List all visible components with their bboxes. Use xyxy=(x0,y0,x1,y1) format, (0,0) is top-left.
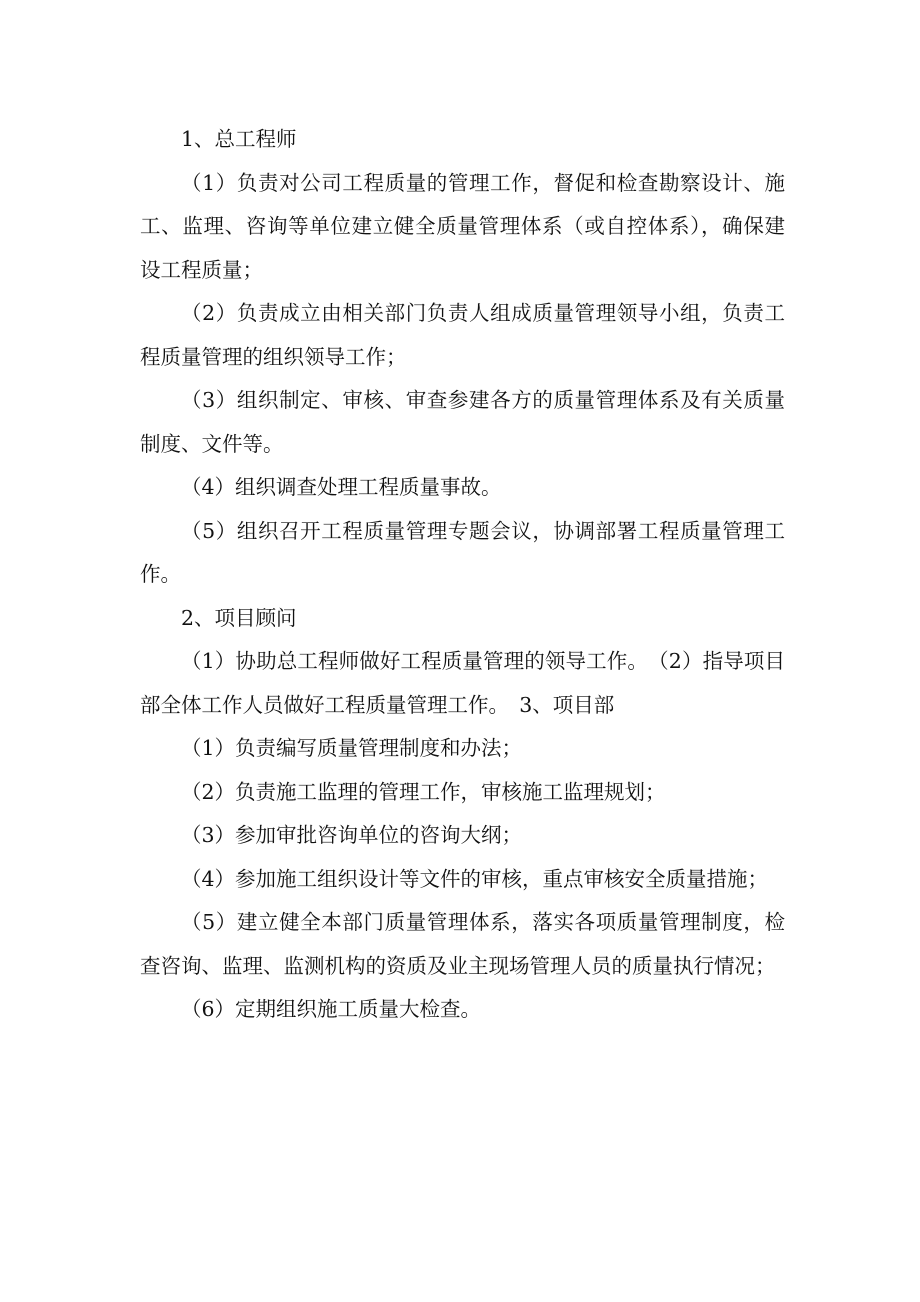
section-heading-chief-engineer: 1、总工程师 xyxy=(181,127,297,151)
section-heading-project-advisor: 2、项目顾问 xyxy=(181,605,297,630)
document-body xyxy=(140,118,785,1032)
paragraph: （3）参加审批咨询单位的咨询大纲； xyxy=(181,823,523,847)
paragraph: （3）组织制定、审核、审查参建各方的质量管理体系及有关质量制度、文件等。 xyxy=(140,388,785,456)
paragraph: （2）负责成立由相关部门负责人组成质量管理领导小组，负责工程质量管理的组织领导工作； xyxy=(140,301,785,369)
paragraph: （1）负责编写质量管理制度和办法； xyxy=(181,736,523,760)
paragraph: （2）负责施工监理的管理工作，审核施工监理规划； xyxy=(181,779,666,804)
paragraph: （5）组织召开工程质量管理专题会议，协调部署工程质量管理工作。 xyxy=(140,518,785,586)
paragraph: （6）定期组织施工质量大检查。 xyxy=(181,997,482,1021)
paragraph: （4）组织调查处理工程质量事故。 xyxy=(181,475,502,499)
paragraph: （4）参加施工组织设计等文件的审核，重点审核安全质量措施； xyxy=(181,866,769,891)
paragraph: （1）协助总工程师做好工程质量管理的领导工作。 （2）指导项目部全体工作人员做好工程质量管理工作。 3、项目部 xyxy=(140,649,785,717)
paragraph: （5）建立健全本部门质量管理体系，落实各项质量管理制度，检查咨询、监理、监测机构的资质及业主现场管理人员的质量执行情况； xyxy=(140,910,785,978)
paragraph: （1）负责对公司工程质量的管理工作，督促和检查勘察设计、施工、监理、咨询等单位建立健全质量管理体系（或自控体系），确保建设工程质量； xyxy=(140,170,785,282)
